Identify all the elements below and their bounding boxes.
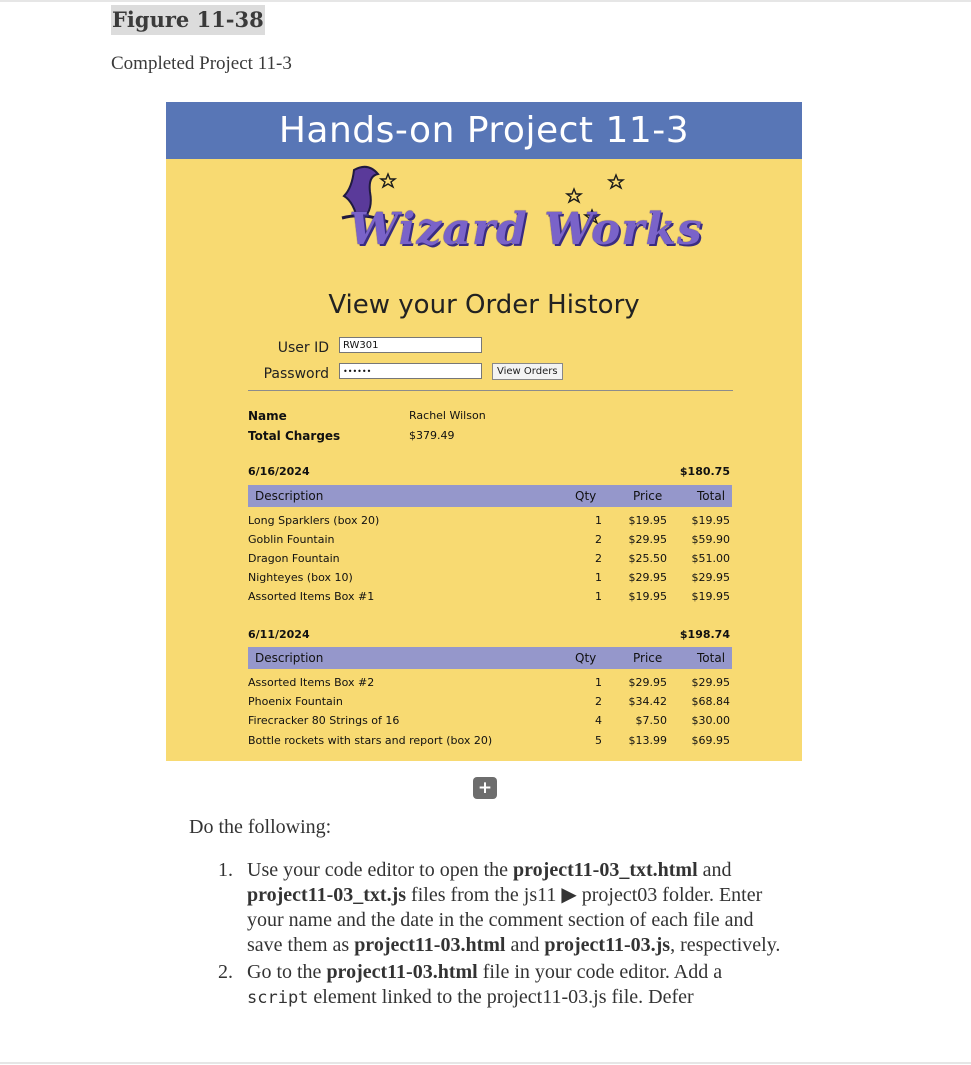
password-label: Password bbox=[263, 366, 329, 382]
item-price: $13.99 bbox=[628, 734, 667, 747]
step-number: 1. bbox=[218, 859, 233, 881]
filename: project11-03.html bbox=[354, 934, 506, 956]
item-total: $19.95 bbox=[691, 514, 730, 527]
item-description: Nighteyes (box 10) bbox=[248, 571, 353, 584]
bottom-divider bbox=[0, 1062, 971, 1064]
banner-title: Hands-on Project 11-3 bbox=[166, 102, 802, 159]
item-price: $29.95 bbox=[628, 571, 667, 584]
divider bbox=[248, 390, 733, 391]
password-input[interactable]: •••••• bbox=[339, 363, 482, 379]
item-description: Phoenix Fountain bbox=[248, 695, 343, 708]
total-charges-value: $379.49 bbox=[409, 429, 455, 442]
order-total: $198.74 bbox=[679, 628, 730, 641]
instructions-intro: Do the following: bbox=[189, 816, 332, 838]
instruction-step bbox=[218, 858, 788, 958]
item-qty: 2 bbox=[595, 695, 602, 708]
step-text: Use your code editor to open the bbox=[247, 859, 514, 881]
item-qty: 1 bbox=[595, 571, 602, 584]
item-price: $34.42 bbox=[628, 695, 667, 708]
order-date: 6/16/2024 bbox=[248, 465, 310, 478]
step-text: files from the js11 ▶ project03 folder. Enter your name and the date in the comment section of each file and save them as bbox=[247, 884, 763, 956]
expand-plus-icon[interactable]: + bbox=[473, 777, 497, 799]
code-keyword: script bbox=[247, 988, 309, 1008]
step-text: and bbox=[697, 859, 732, 881]
order-total: $180.75 bbox=[679, 465, 730, 478]
item-qty: 1 bbox=[595, 514, 602, 527]
item-total: $19.95 bbox=[691, 590, 730, 603]
view-orders-button[interactable]: View Orders bbox=[492, 363, 563, 380]
total-column-header: Total bbox=[697, 489, 726, 503]
figure-caption: Completed Project 11-3 bbox=[111, 53, 292, 74]
item-price: $29.95 bbox=[628, 533, 667, 546]
order-date: 6/11/2024 bbox=[248, 628, 310, 641]
step-number: 2. bbox=[218, 961, 233, 983]
item-price: $19.95 bbox=[628, 514, 667, 527]
qty-column-header: Qty bbox=[575, 651, 597, 665]
step-text: file in your code editor. Add a bbox=[477, 961, 723, 983]
item-total: $29.95 bbox=[691, 676, 730, 689]
step-text: Go to the bbox=[247, 961, 327, 983]
item-total: $68.84 bbox=[691, 695, 730, 708]
wizard-works-logo: Wizard Works bbox=[349, 204, 703, 255]
item-description: Assorted Items Box #1 bbox=[248, 590, 375, 603]
filename: project11-03_txt.js bbox=[247, 884, 407, 906]
step-text: , respectively. bbox=[670, 934, 781, 956]
item-qty: 4 bbox=[595, 714, 602, 727]
item-description: Goblin Fountain bbox=[248, 533, 335, 546]
user-id-label: User ID bbox=[277, 340, 329, 356]
name-value: Rachel Wilson bbox=[409, 409, 486, 422]
step-text: and bbox=[505, 934, 545, 956]
instruction-step bbox=[218, 960, 788, 1011]
qty-column-header: Qty bbox=[575, 489, 597, 503]
name-label: Name bbox=[248, 409, 287, 423]
item-total: $59.90 bbox=[691, 533, 730, 546]
filename: project11-03.html bbox=[326, 961, 478, 983]
filename: project11-03.js bbox=[544, 934, 671, 956]
item-qty: 1 bbox=[595, 676, 602, 689]
description-column-header: Description bbox=[255, 651, 324, 665]
item-description: Assorted Items Box #2 bbox=[248, 676, 375, 689]
order-table-header bbox=[248, 647, 732, 669]
description-column-header: Description bbox=[255, 489, 324, 503]
item-price: $25.50 bbox=[628, 552, 667, 565]
item-total: $30.00 bbox=[691, 714, 730, 727]
item-description: Dragon Fountain bbox=[248, 552, 340, 565]
item-total: $69.95 bbox=[691, 734, 730, 747]
page-subtitle: View your Order History bbox=[328, 290, 640, 320]
item-qty: 5 bbox=[595, 734, 602, 747]
instruction-steps bbox=[218, 858, 788, 1013]
item-total: $51.00 bbox=[691, 552, 730, 565]
filename: project11-03_txt.html bbox=[513, 859, 698, 881]
price-column-header: Price bbox=[633, 489, 663, 503]
item-description: Long Sparklers (box 20) bbox=[248, 514, 380, 527]
item-qty: 2 bbox=[595, 552, 602, 565]
figure-label: Figure 11-38 bbox=[111, 5, 265, 35]
top-divider bbox=[0, 0, 971, 2]
total-charges-label: Total Charges bbox=[248, 429, 341, 443]
price-column-header: Price bbox=[633, 651, 663, 665]
item-description: Firecracker 80 Strings of 16 bbox=[248, 714, 400, 727]
user-id-input[interactable]: RW301 bbox=[339, 337, 482, 353]
item-description: Bottle rockets with stars and report (box 20) bbox=[248, 734, 493, 747]
project-screenshot bbox=[166, 102, 802, 761]
order-table-header bbox=[248, 485, 732, 507]
total-column-header: Total bbox=[697, 651, 726, 665]
item-qty: 1 bbox=[595, 590, 602, 603]
item-price: $19.95 bbox=[628, 590, 667, 603]
item-total: $29.95 bbox=[691, 571, 730, 584]
step-text: element linked to the project11-03.js file. Defer bbox=[308, 986, 694, 1008]
item-price: $29.95 bbox=[628, 676, 667, 689]
item-price: $7.50 bbox=[635, 714, 667, 727]
item-qty: 2 bbox=[595, 533, 602, 546]
